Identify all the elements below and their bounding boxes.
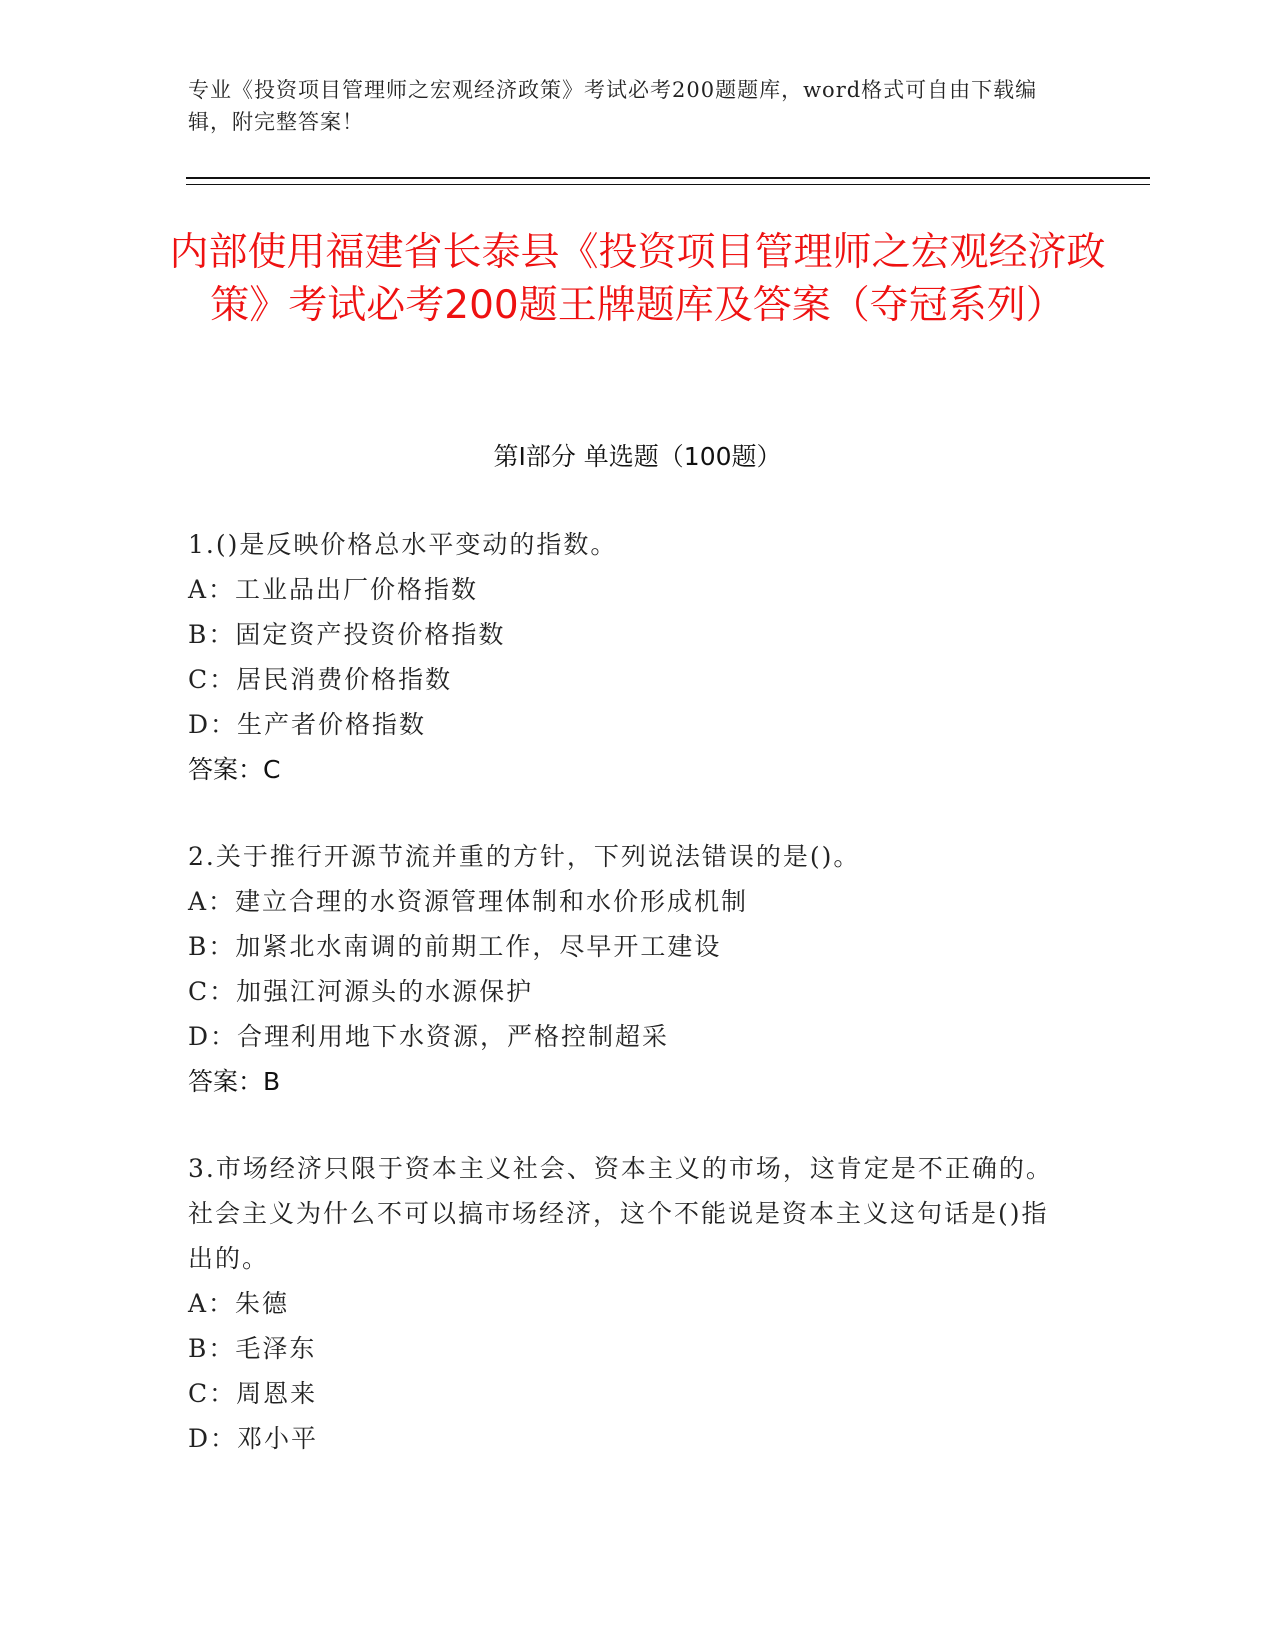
option-a: A：朱德	[188, 1289, 290, 1318]
option-c: C：居民消费价格指数	[188, 665, 453, 694]
question-list	[188, 522, 1068, 1503]
header-rule-thick	[186, 177, 1150, 179]
answer: 答案：B	[188, 1067, 281, 1096]
question-1	[188, 522, 1068, 792]
question-stem: 1.()是反映价格总水平变动的指数。	[188, 530, 618, 559]
header-rule-thin	[186, 184, 1150, 185]
header-note: 专业《投资项目管理师之宏观经济政策》考试必考200题题库，word格式可自由下载编辑，附完整答案！	[188, 78, 1038, 134]
option-b: B：固定资产投资价格指数	[188, 620, 506, 649]
option-b: B：毛泽东	[188, 1334, 317, 1363]
question-2	[188, 834, 1068, 1104]
option-d: D：邓小平	[188, 1424, 319, 1453]
option-b: B：加紧北水南调的前期工作，尽早开工建设	[188, 932, 722, 961]
option-c: C：加强江河源头的水源保护	[188, 977, 534, 1006]
option-a: A：工业品出厂价格指数	[188, 575, 479, 604]
section-title: 第Ⅰ部分 单选题（100题）	[493, 442, 782, 471]
question-stem: 3.市场经济只限于资本主义社会、资本主义的市场，这肯定是不正确的。社会主义为什么不可以搞市场经济，这个不能说是资本主义这句话是()指出的。	[188, 1154, 1053, 1273]
option-c: C：周恩来	[188, 1379, 318, 1408]
option-d: D：合理利用地下水资源，严格控制超采	[188, 1022, 670, 1051]
document-title: 内部使用福建省长泰县《投资项目管理师之宏观经济政策》考试必考200题王牌题库及答案（夺冠系列）	[169, 230, 1106, 328]
question-3	[188, 1146, 1068, 1461]
answer: 答案：C	[188, 755, 281, 784]
option-a: A：建立合理的水资源管理体制和水价形成机制	[188, 887, 749, 916]
question-stem: 2.关于推行开源节流并重的方针，下列说法错误的是()。	[188, 842, 861, 871]
option-d: D：生产者价格指数	[188, 710, 427, 739]
